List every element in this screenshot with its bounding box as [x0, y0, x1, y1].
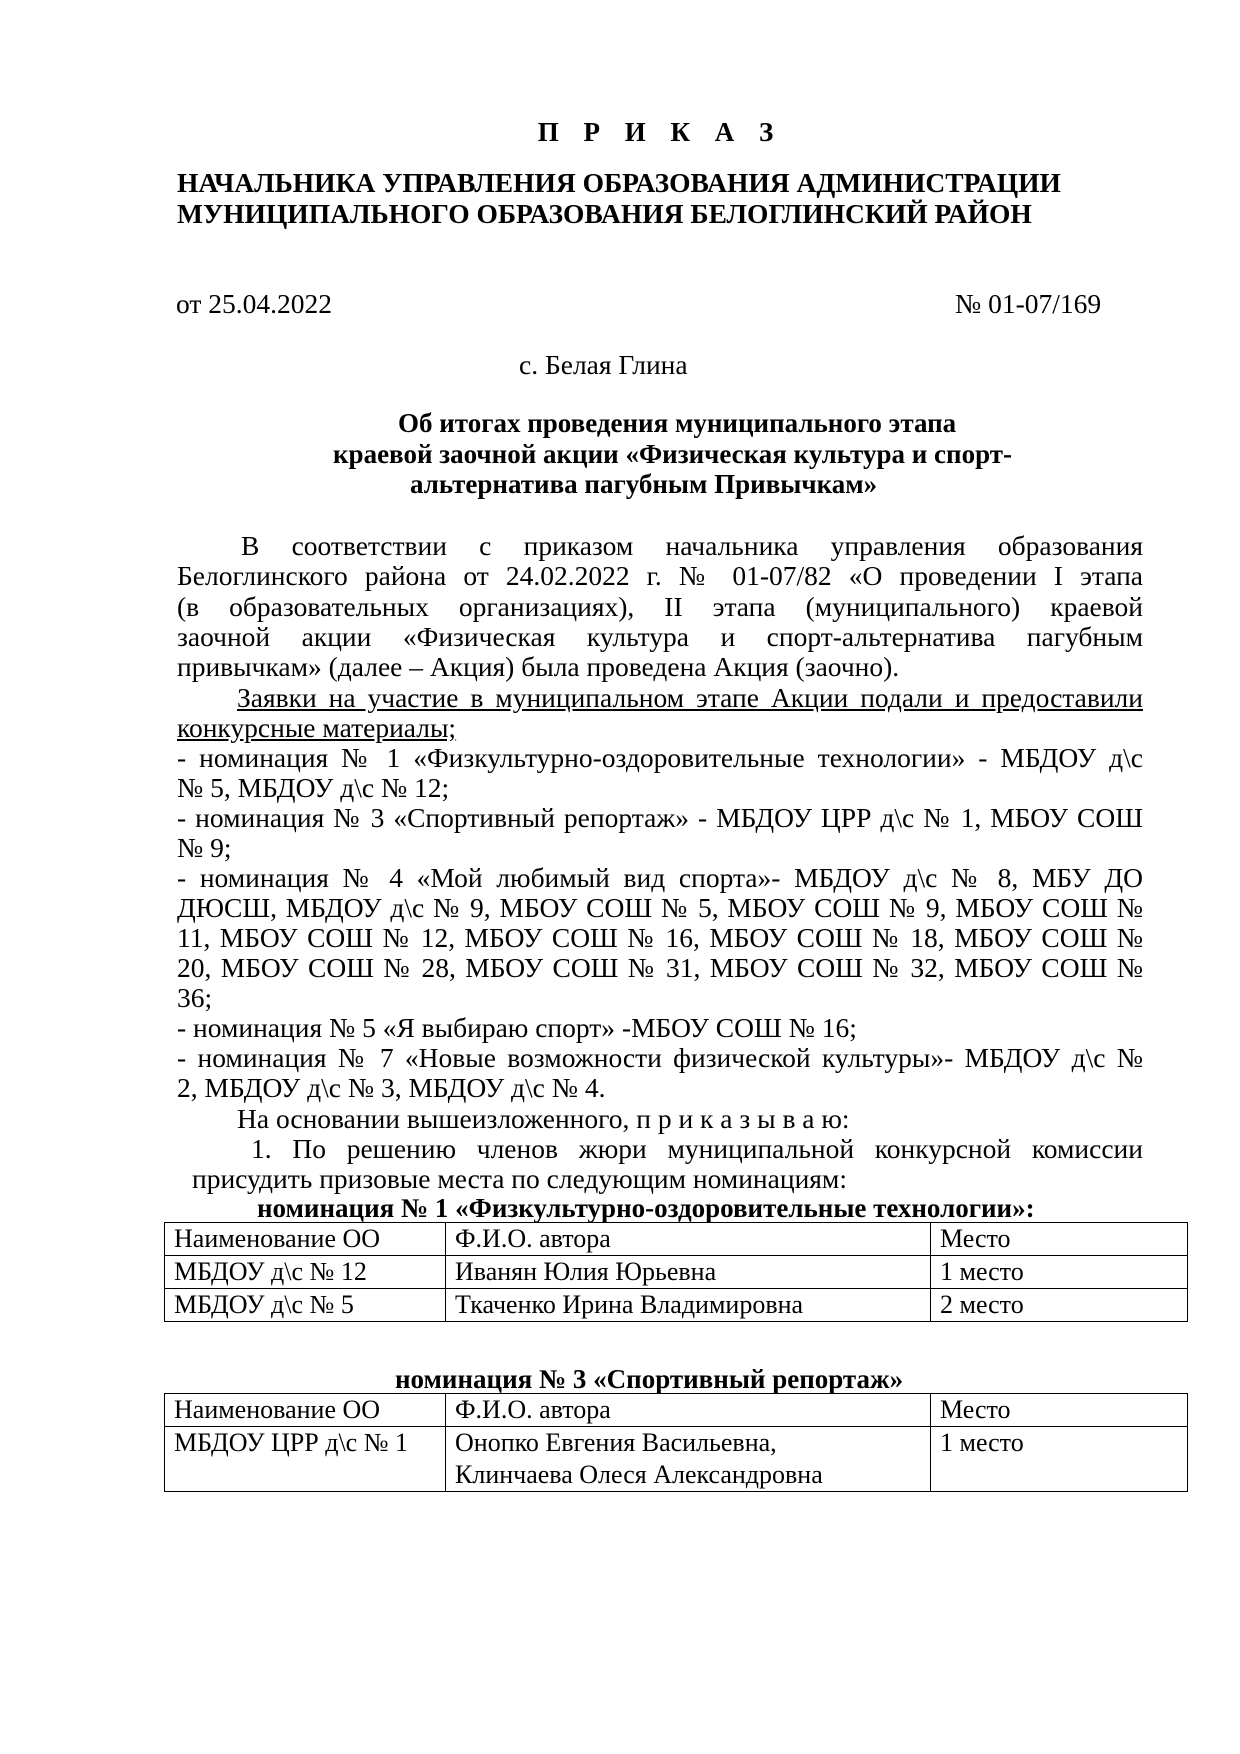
nomination-5-line-1: - номинация № 5 «Я выбираю спорт» -МБОУ СОШ № 16; — [177, 1012, 857, 1043]
nomination-4-line-1: - номинация № 4 «Мой любимый вид спорта»- МБДОУ д\с № 8, МБУ ДО — [177, 862, 1143, 893]
table-2-caption: номинация № 3 «Спортивный репортаж» — [395, 1364, 904, 1394]
nomination-7-line-2: 2, МБДОУ д\с № 3, МБДОУ д\с № 4. — [177, 1072, 606, 1103]
results-table-nomination-1 — [164, 1222, 1188, 1322]
order-place: с. Белая Глина — [519, 349, 688, 380]
body-p1-line-1: В соответствии с приказом начальника управления образования — [241, 530, 1143, 561]
body-p1-line-5: привычкам» (далее – Акция) была проведена Акция (заочно). — [177, 651, 900, 682]
cell-place: 1 место — [931, 1256, 1188, 1289]
cell-organization: МБДОУ д\с № 5 — [165, 1289, 446, 1322]
order-statement: На основании вышеизложенного, п р и к а з ы в а ю: — [237, 1103, 850, 1134]
nomination-4-line-4: 20, МБОУ СОШ № 28, МБОУ СОШ № 31, МБОУ СОШ № 32, МБОУ СОШ № — [177, 952, 1143, 983]
body-p1-line-3: (в образовательных организациях), II этапа (муниципального) краевой — [177, 591, 1143, 622]
header-cell-organization: Наименование ОО — [165, 1394, 446, 1427]
table-row — [165, 1289, 1188, 1322]
body-p2-line-1: Заявки на участие в муниципальном этапе Акции подали и предоставили — [237, 682, 1143, 713]
cell-author-line-2: Клинчаева Олеся Александровна — [455, 1460, 823, 1489]
header-cell-place: Место — [931, 1223, 1188, 1256]
header-cell-place: Место — [931, 1394, 1188, 1427]
nomination-1-line-2: № 5, МБДОУ д\с № 12; — [177, 772, 450, 803]
cell-author-line-1: Онопко Евгения Васильевна, — [455, 1428, 777, 1457]
header-cell-author: Ф.И.О. автора — [446, 1223, 931, 1256]
nomination-4-line-5: 36; — [177, 982, 213, 1013]
table-1-caption: номинация № 1 «Физкультурно-оздоровительные технологии»: — [257, 1193, 1035, 1223]
subject-line-3: альтернатива пагубным Привычкам» — [410, 469, 878, 499]
subject-line-2: краевой заочной акции «Физическая культура и спорт- — [333, 439, 1012, 469]
cell-author — [446, 1427, 931, 1492]
header-cell-organization: Наименование ОО — [165, 1223, 446, 1256]
order-date: от 25.04.2022 — [176, 288, 333, 319]
item-1-line-2: присудить призовые места по следующим номинациям: — [192, 1163, 847, 1194]
table-row — [165, 1427, 1188, 1492]
table-row — [165, 1256, 1188, 1289]
cell-place: 1 место — [931, 1427, 1188, 1492]
nomination-3-line-1: - номинация № 3 «Спортивный репортаж» - МБДОУ ЦРР д\с № 1, МБОУ СОШ — [177, 802, 1143, 833]
authority-line-2: МУНИЦИПАЛЬНОГО ОБРАЗОВАНИЯ БЕЛОГЛИНСКИЙ РАЙОН — [177, 198, 1032, 229]
cell-organization: МБДОУ ЦРР д\с № 1 — [165, 1427, 446, 1492]
cell-author: Иванян Юлия Юрьевна — [446, 1256, 931, 1289]
authority-line-1: НАЧАЛЬНИКА УПРАВЛЕНИЯ ОБРАЗОВАНИЯ АДМИНИСТРАЦИИ — [177, 167, 1061, 198]
nomination-7-line-1: - номинация № 7 «Новые возможности физической культуры»- МБДОУ д\с № — [177, 1042, 1143, 1073]
nomination-4-line-3: 11, МБОУ СОШ № 12, МБОУ СОШ № 16, МБОУ СОШ № 18, МБОУ СОШ № — [177, 922, 1143, 953]
cell-organization: МБДОУ д\с № 12 — [165, 1256, 446, 1289]
item-1-line-1: 1. По решению членов жюри муниципальной конкурсной комиссии — [251, 1133, 1143, 1164]
table-header-row — [165, 1394, 1188, 1427]
document-type-heading: П Р И К А З — [537, 117, 783, 147]
body-p1-line-4: заочной акции «Физическая культура и спорт-альтернатива пагубным — [177, 621, 1143, 652]
cell-author: Ткаченко Ирина Владимировна — [446, 1289, 931, 1322]
body-p1-line-2: Белоглинского района от 24.02.2022 г. № 01-07/82 «О проведении I этапа — [177, 560, 1143, 591]
nomination-3-line-2: № 9; — [177, 832, 232, 863]
subject-line-1: Об итогах проведения муниципального этапа — [398, 408, 957, 438]
nomination-1-line-1: - номинация № 1 «Физкультурно-оздоровительные технологии» - МБДОУ д\с — [177, 742, 1143, 773]
cell-place: 2 место — [931, 1289, 1188, 1322]
table-header-row — [165, 1223, 1188, 1256]
nomination-4-line-2: ДЮСШ, МБДОУ д\с № 9, МБОУ СОШ № 5, МБОУ СОШ № 9, МБОУ СОШ № — [177, 892, 1143, 923]
order-number: № 01-07/169 — [955, 288, 1102, 319]
results-table-nomination-3 — [164, 1393, 1188, 1492]
header-cell-author: Ф.И.О. автора — [446, 1394, 931, 1427]
body-p2-line-2: конкурсные материалы; — [177, 712, 457, 743]
